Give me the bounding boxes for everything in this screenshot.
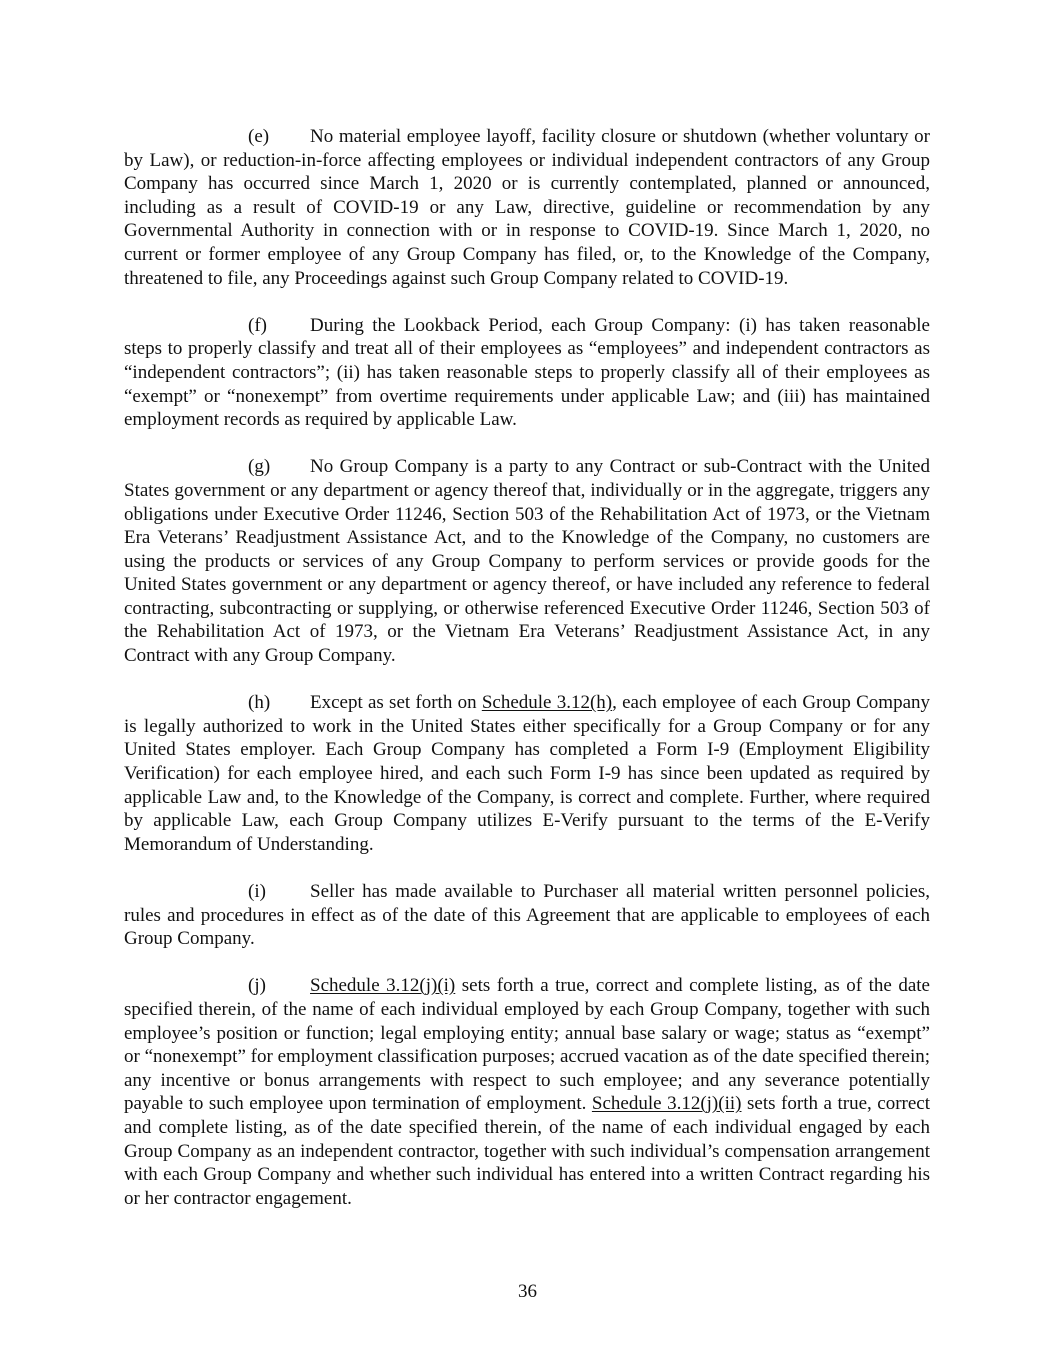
schedule-reference: Schedule 3.12(j)(ii) — [591, 1093, 742, 1115]
paragraph-f — [124, 314, 930, 432]
paragraph-text: sets forth a true, correct and complete listing, as of the date specified therein, of the name of each individual engaged by each Group Company as an independent contractor, together with such individual’s compensation arrangement with each Group Company and whether such individual has entered into a written Contract regarding his or her contractor engagement. — [124, 1093, 931, 1209]
paragraph-h — [124, 691, 930, 856]
paragraph-label: (g) — [248, 456, 271, 478]
document-page — [124, 125, 930, 1234]
paragraph-g — [124, 455, 930, 667]
paragraph-label: (e) — [248, 126, 270, 147]
paragraph-text: No Group Company is a party to any Contract or sub-Contract with the United States government or any department or agency thereof that, individually or in the aggregate, triggers any obligations under Executive Order 11246, Section 503 of the Rehabilitation Act of 1973, or the Vietnam Era Veterans’ Readjustment Assistance Act, and to the Knowledge of the Company, no customers are using the products or services of any Group Company to perform services or provide goods for the United States government or any department or agency thereof, or have included any reference to federal contracting, subcontracting or supplying, or otherwise referenced Executive Order 11246, Section 503 of the Rehabilitation Act of 1973, or the Vietnam Era Veterans’ Readjustment Assistance Act, in any Contract with any Group Company. — [124, 456, 930, 667]
schedule-reference: Schedule 3.12(j)(i) — [310, 975, 456, 997]
paragraph-e — [124, 125, 930, 290]
paragraph-text: sets forth a true, correct and complete listing, as of the date specified therein, of the name of each individual employed by each Group Company, together with such employee’s position or function; legal employing entity; annual base salary or wage; status as “exempt” or “nonexempt” for employment classification purposes; accrued vacation as of the date specified therein; any incentive or bonus arrangements with respect to such employee; and any severance potentially payable to such employee upon termination of employment. — [124, 975, 930, 1115]
paragraph-text: During the Lookback Period, each Group Company: (i) has taken reasonable steps to properly classify and treat all of their employees as “employees” and independent contractors as “independent contractors”; (ii) has taken reasonable steps to properly classify all of their employees as “exempt” or “nonexempt” from overtime requirements under applicable Law; and (iii) has maintained employment records as required by applicable Law. — [124, 314, 930, 431]
paragraph-text: No material employee layoff, facility closure or shutdown (whether voluntary or by Law), or reduction-in-force affecting employees or individual independent contractors of any Group Company has occurred since March 1, 2020 or is currently contemplated, planned or announced, including as a result of COVID-19 or any Law, directive, guideline or recommendation by any Governmental Authority in connection with or in response to COVID-19. Since March 1, 2020, no current or former employee of any Group Company has filed, or, to the Knowledge of the Company, threatened to file, any Proceedings against such Group Company related to COVID-19. — [124, 126, 930, 289]
paragraph-i — [124, 880, 930, 951]
paragraph-text: Except as set forth on — [310, 692, 482, 714]
paragraph-label: (h) — [248, 692, 271, 714]
paragraph-label: (j) — [248, 975, 266, 997]
schedule-reference: Schedule 3.12(h) — [481, 692, 613, 714]
paragraph-label: (f) — [248, 314, 267, 336]
paragraph-j — [124, 974, 930, 1210]
page-number: 36 — [518, 1281, 537, 1302]
paragraph-label: (i) — [248, 881, 266, 902]
paragraph-text: Seller has made available to Purchaser all material written personnel policies, rules and procedures in effect as of the date of this Agreement that are applicable to employees of each Group Company. — [124, 881, 930, 950]
paragraph-text: , each employee of each Group Company is legally authorized to work in the United States either specifically for a Group Company or for any United States employer. Each Group Company has completed a Form I-9 (Employment Eligibility Verification) for each employee hired, and each such Form I-9 has since been updated as required by applicable Law and, to the Knowledge of the Company, is correct and complete. Further, where required by applicable Law, each Group Company utilizes E-Verify pursuant to the terms of the E-Verify Memorandum of Understanding. — [124, 692, 930, 855]
